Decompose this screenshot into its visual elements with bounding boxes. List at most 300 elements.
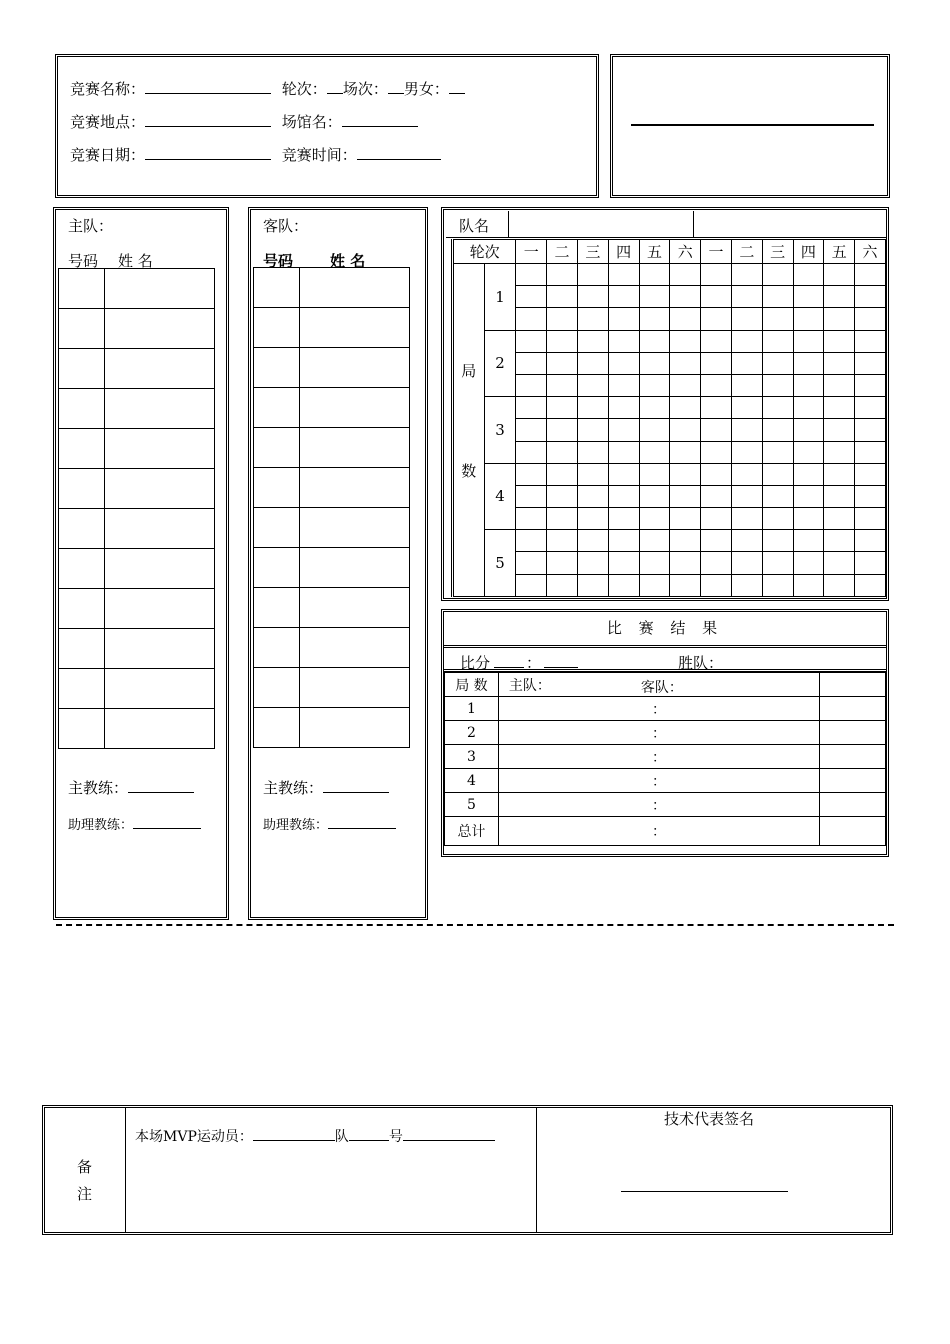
score-cell[interactable] bbox=[701, 574, 732, 596]
competition-name-row bbox=[70, 78, 465, 99]
score-cell[interactable] bbox=[701, 508, 732, 530]
away-player-name-cell[interactable] bbox=[299, 668, 409, 708]
score-cell[interactable] bbox=[516, 441, 547, 463]
score-cell[interactable] bbox=[577, 574, 608, 596]
score-cell[interactable] bbox=[516, 485, 547, 507]
score-cell[interactable] bbox=[824, 374, 855, 396]
away-player-name-cell[interactable] bbox=[299, 428, 409, 468]
score-grid-row bbox=[453, 485, 886, 507]
score-cell[interactable] bbox=[639, 574, 670, 596]
score-cell[interactable] bbox=[639, 530, 670, 552]
score-grid-row bbox=[453, 397, 886, 419]
score-cell[interactable] bbox=[577, 352, 608, 374]
score-cell[interactable] bbox=[731, 264, 762, 286]
score-cell[interactable] bbox=[608, 485, 639, 507]
score-cell[interactable] bbox=[855, 463, 886, 485]
date-field[interactable] bbox=[145, 145, 271, 160]
away-number-cell[interactable] bbox=[254, 348, 300, 388]
score-cell[interactable] bbox=[670, 419, 701, 441]
score-cell[interactable] bbox=[793, 330, 824, 352]
footer-box bbox=[42, 1105, 893, 1235]
away-number-cell[interactable] bbox=[254, 668, 300, 708]
away-number-header: 号码 bbox=[263, 252, 294, 270]
extra-header bbox=[820, 673, 886, 697]
winner-label: 胜队： bbox=[678, 654, 724, 672]
mvp-row bbox=[135, 1126, 495, 1146]
result-row bbox=[445, 697, 886, 721]
round-col-header: 二 bbox=[731, 240, 762, 264]
score-cell[interactable] bbox=[577, 330, 608, 352]
score-cell[interactable] bbox=[547, 441, 578, 463]
score-cell[interactable] bbox=[670, 530, 701, 552]
score-cell[interactable] bbox=[577, 286, 608, 308]
away-player-name-cell[interactable] bbox=[299, 468, 409, 508]
score-cell[interactable] bbox=[855, 374, 886, 396]
score-cell[interactable] bbox=[701, 397, 732, 419]
score-cell[interactable] bbox=[793, 530, 824, 552]
result-set-label: 3 bbox=[445, 745, 499, 769]
score-cell[interactable] bbox=[762, 330, 793, 352]
score-cell[interactable] bbox=[824, 463, 855, 485]
score-cell[interactable] bbox=[547, 530, 578, 552]
score-cell[interactable] bbox=[793, 485, 824, 507]
result-score-cell[interactable] bbox=[498, 697, 819, 721]
score-cell[interactable] bbox=[670, 374, 701, 396]
away-player-name-cell[interactable] bbox=[299, 708, 409, 748]
score-cell[interactable] bbox=[639, 352, 670, 374]
score-cell[interactable] bbox=[731, 286, 762, 308]
score-cell[interactable] bbox=[793, 374, 824, 396]
remarks-label-top: 备 bbox=[77, 1158, 93, 1176]
score-cell[interactable] bbox=[701, 330, 732, 352]
home-number-cell[interactable] bbox=[59, 669, 105, 709]
score-cell[interactable] bbox=[608, 419, 639, 441]
score-cell[interactable] bbox=[855, 574, 886, 596]
home-number-cell[interactable] bbox=[59, 389, 105, 429]
home-score-field[interactable] bbox=[494, 653, 524, 668]
score-cell[interactable] bbox=[577, 374, 608, 396]
away-roster-row bbox=[254, 268, 410, 308]
score-cell[interactable] bbox=[731, 508, 762, 530]
score-cell[interactable] bbox=[855, 286, 886, 308]
score-cell[interactable] bbox=[731, 397, 762, 419]
score-cell[interactable] bbox=[547, 485, 578, 507]
score-cell[interactable] bbox=[855, 530, 886, 552]
score-cell[interactable] bbox=[516, 552, 547, 574]
score-cell[interactable] bbox=[670, 308, 701, 330]
score-cell[interactable] bbox=[547, 264, 578, 286]
tech-signature-line[interactable] bbox=[621, 1191, 788, 1192]
home-number-cell[interactable] bbox=[59, 349, 105, 389]
time-field[interactable] bbox=[357, 145, 441, 160]
score-cell[interactable] bbox=[824, 264, 855, 286]
score-cell[interactable] bbox=[855, 441, 886, 463]
score-cell[interactable] bbox=[731, 485, 762, 507]
score-cell[interactable] bbox=[608, 441, 639, 463]
home-player-name-cell[interactable] bbox=[104, 309, 214, 349]
score-cell[interactable] bbox=[639, 397, 670, 419]
mvp-name-field[interactable] bbox=[253, 1126, 335, 1141]
home-player-name-cell[interactable] bbox=[104, 429, 214, 469]
away-number-cell[interactable] bbox=[254, 508, 300, 548]
round-col-header: 三 bbox=[762, 240, 793, 264]
score-cell[interactable] bbox=[670, 264, 701, 286]
away-number-cell[interactable] bbox=[254, 268, 300, 308]
score-cell[interactable] bbox=[762, 419, 793, 441]
round-col-header: 六 bbox=[855, 240, 886, 264]
score-cell[interactable] bbox=[639, 264, 670, 286]
score-cell[interactable] bbox=[577, 397, 608, 419]
score-cell[interactable] bbox=[824, 330, 855, 352]
result-score-separator: ： bbox=[652, 701, 667, 718]
score-cell[interactable] bbox=[608, 574, 639, 596]
score-cell[interactable] bbox=[547, 419, 578, 441]
score-cell[interactable] bbox=[516, 574, 547, 596]
score-cell[interactable] bbox=[639, 374, 670, 396]
score-cell[interactable] bbox=[762, 441, 793, 463]
score-cell[interactable] bbox=[608, 397, 639, 419]
score-cell[interactable] bbox=[824, 308, 855, 330]
score-cell[interactable] bbox=[824, 397, 855, 419]
home-name-header: 姓 名 bbox=[118, 252, 153, 270]
score-cell[interactable] bbox=[762, 286, 793, 308]
home-player-name-cell[interactable] bbox=[104, 269, 214, 309]
score-cell[interactable] bbox=[731, 374, 762, 396]
score-cell[interactable] bbox=[701, 352, 732, 374]
score-cell[interactable] bbox=[731, 441, 762, 463]
score-cell[interactable] bbox=[608, 530, 639, 552]
score-cell[interactable] bbox=[701, 552, 732, 574]
score-cell[interactable] bbox=[762, 485, 793, 507]
round-field[interactable] bbox=[327, 79, 343, 94]
result-score-cell[interactable] bbox=[498, 745, 819, 769]
home-player-name-cell[interactable] bbox=[104, 349, 214, 389]
score-cell[interactable] bbox=[608, 264, 639, 286]
venue-field[interactable] bbox=[145, 112, 271, 127]
home-player-name-cell[interactable] bbox=[104, 389, 214, 429]
score-cell[interactable] bbox=[793, 308, 824, 330]
sets-label-top: 局 bbox=[461, 362, 477, 380]
score-cell[interactable] bbox=[731, 463, 762, 485]
score-cell[interactable] bbox=[516, 419, 547, 441]
score-cell[interactable] bbox=[547, 352, 578, 374]
home-number-cell[interactable] bbox=[59, 709, 105, 749]
home-coach-field[interactable] bbox=[128, 778, 194, 793]
score-cell[interactable] bbox=[793, 552, 824, 574]
home-number-cell[interactable] bbox=[59, 509, 105, 549]
score-cell[interactable] bbox=[731, 574, 762, 596]
home-player-name-cell[interactable] bbox=[104, 469, 214, 509]
away-number-cell[interactable] bbox=[254, 588, 300, 628]
home-player-name-cell[interactable] bbox=[104, 709, 214, 749]
score-cell[interactable] bbox=[516, 308, 547, 330]
score-cell[interactable] bbox=[793, 397, 824, 419]
score-cell[interactable] bbox=[793, 419, 824, 441]
home-number-cell[interactable] bbox=[59, 269, 105, 309]
score-cell[interactable] bbox=[855, 352, 886, 374]
score-grid-row bbox=[453, 574, 886, 596]
score-cell[interactable] bbox=[639, 441, 670, 463]
score-cell[interactable] bbox=[824, 286, 855, 308]
score-cell[interactable] bbox=[855, 485, 886, 507]
score-cell[interactable] bbox=[516, 264, 547, 286]
score-cell[interactable] bbox=[516, 508, 547, 530]
home-player-name-cell[interactable] bbox=[104, 509, 214, 549]
score-cell[interactable] bbox=[639, 552, 670, 574]
competition-name-label: 竞赛名称： bbox=[70, 80, 146, 98]
score-cell[interactable] bbox=[701, 374, 732, 396]
away-number-cell[interactable] bbox=[254, 628, 300, 668]
score-cell[interactable] bbox=[547, 463, 578, 485]
away-assistant-field[interactable] bbox=[328, 814, 396, 829]
score-cell[interactable] bbox=[670, 508, 701, 530]
score-cell[interactable] bbox=[608, 308, 639, 330]
result-extra-cell[interactable] bbox=[820, 793, 886, 817]
score-cell[interactable] bbox=[762, 463, 793, 485]
score-grid-table bbox=[451, 239, 886, 597]
round-col-header: 四 bbox=[793, 240, 824, 264]
score-cell[interactable] bbox=[762, 552, 793, 574]
score-cell[interactable] bbox=[855, 330, 886, 352]
score-cell[interactable] bbox=[731, 530, 762, 552]
result-score-cell[interactable] bbox=[498, 793, 819, 817]
score-cell[interactable] bbox=[577, 485, 608, 507]
away-score-field[interactable] bbox=[544, 653, 578, 668]
score-cell[interactable] bbox=[824, 419, 855, 441]
score-cell[interactable] bbox=[793, 441, 824, 463]
score-cell[interactable] bbox=[793, 286, 824, 308]
away-roster-row bbox=[254, 668, 410, 708]
score-cell[interactable] bbox=[639, 330, 670, 352]
score-cell[interactable] bbox=[670, 397, 701, 419]
away-assistant-row bbox=[263, 814, 396, 833]
team-name-field[interactable] bbox=[509, 211, 694, 237]
score-cell[interactable] bbox=[608, 352, 639, 374]
score-cell[interactable] bbox=[577, 308, 608, 330]
score-cell[interactable] bbox=[547, 574, 578, 596]
score-cell[interactable] bbox=[608, 374, 639, 396]
score-cell[interactable] bbox=[547, 508, 578, 530]
score-cell[interactable] bbox=[670, 463, 701, 485]
score-cell[interactable] bbox=[639, 419, 670, 441]
score-cell[interactable] bbox=[731, 352, 762, 374]
score-cell[interactable] bbox=[855, 397, 886, 419]
score-cell[interactable] bbox=[639, 508, 670, 530]
score-cell[interactable] bbox=[824, 574, 855, 596]
score-cell[interactable] bbox=[855, 419, 886, 441]
score-cell[interactable] bbox=[577, 264, 608, 286]
title-line[interactable] bbox=[631, 124, 874, 126]
home-number-cell[interactable] bbox=[59, 629, 105, 669]
score-cell[interactable] bbox=[516, 286, 547, 308]
result-title-row bbox=[444, 612, 886, 648]
score-cell[interactable] bbox=[670, 352, 701, 374]
score-cell[interactable] bbox=[824, 508, 855, 530]
arena-field[interactable] bbox=[342, 112, 418, 127]
score-cell[interactable] bbox=[547, 397, 578, 419]
score-cell[interactable] bbox=[701, 308, 732, 330]
away-player-name-cell[interactable] bbox=[299, 348, 409, 388]
score-cell[interactable] bbox=[577, 463, 608, 485]
score-cell[interactable] bbox=[670, 552, 701, 574]
mvp-number-field[interactable] bbox=[403, 1126, 495, 1141]
home-player-name-cell[interactable] bbox=[104, 589, 214, 629]
home-number-cell[interactable] bbox=[59, 309, 105, 349]
away-player-name-cell[interactable] bbox=[299, 268, 409, 308]
score-cell[interactable] bbox=[731, 552, 762, 574]
score-cell[interactable] bbox=[547, 552, 578, 574]
score-cell[interactable] bbox=[639, 463, 670, 485]
score-cell[interactable] bbox=[855, 264, 886, 286]
score-cell[interactable] bbox=[639, 286, 670, 308]
score-cell[interactable] bbox=[762, 374, 793, 396]
away-number-cell[interactable] bbox=[254, 308, 300, 348]
score-cell[interactable] bbox=[516, 330, 547, 352]
score-cell[interactable] bbox=[608, 330, 639, 352]
score-grid-row bbox=[453, 264, 886, 286]
away-number-cell[interactable] bbox=[254, 388, 300, 428]
home-number-cell[interactable] bbox=[59, 549, 105, 589]
home-player-name-cell[interactable] bbox=[104, 549, 214, 589]
result-score-cell[interactable] bbox=[498, 817, 819, 846]
score-cell[interactable] bbox=[855, 552, 886, 574]
score-cell[interactable] bbox=[608, 552, 639, 574]
result-extra-cell[interactable] bbox=[820, 721, 886, 745]
score-cell[interactable] bbox=[701, 530, 732, 552]
score-cell[interactable] bbox=[516, 352, 547, 374]
title-box bbox=[610, 54, 890, 198]
home-roster-table bbox=[58, 268, 215, 749]
score-cell[interactable] bbox=[577, 508, 608, 530]
score-cell[interactable] bbox=[577, 530, 608, 552]
match-field[interactable] bbox=[388, 79, 404, 94]
score-cell[interactable] bbox=[701, 441, 732, 463]
score-cell[interactable] bbox=[762, 530, 793, 552]
score-cell[interactable] bbox=[824, 441, 855, 463]
result-extra-cell[interactable] bbox=[820, 817, 886, 846]
score-cell[interactable] bbox=[516, 463, 547, 485]
away-number-cell[interactable] bbox=[254, 708, 300, 748]
home-player-name-cell[interactable] bbox=[104, 629, 214, 669]
score-grid-row bbox=[453, 441, 886, 463]
away-player-name-cell[interactable] bbox=[299, 628, 409, 668]
remarks-label-bottom: 注 bbox=[77, 1185, 93, 1203]
home-player-name-cell[interactable] bbox=[104, 669, 214, 709]
home-assistant-field[interactable] bbox=[133, 814, 201, 829]
score-cell[interactable] bbox=[670, 574, 701, 596]
mvp-team-field[interactable] bbox=[349, 1126, 389, 1141]
score-cell[interactable] bbox=[762, 508, 793, 530]
score-cell[interactable] bbox=[824, 485, 855, 507]
result-extra-cell[interactable] bbox=[820, 745, 886, 769]
score-cell[interactable] bbox=[793, 508, 824, 530]
score-cell[interactable] bbox=[701, 485, 732, 507]
score-cell[interactable] bbox=[762, 264, 793, 286]
score-cell[interactable] bbox=[547, 330, 578, 352]
arena-label: 场馆名： bbox=[281, 113, 342, 131]
score-cell[interactable] bbox=[670, 485, 701, 507]
result-score-cell[interactable] bbox=[498, 721, 819, 745]
result-extra-cell[interactable] bbox=[820, 697, 886, 721]
score-grid-row bbox=[453, 374, 886, 396]
venue-label: 竞赛地点： bbox=[70, 113, 146, 131]
score-cell[interactable] bbox=[701, 286, 732, 308]
score-cell[interactable] bbox=[608, 286, 639, 308]
score-cell[interactable] bbox=[731, 330, 762, 352]
score-cell[interactable] bbox=[670, 286, 701, 308]
score-cell[interactable] bbox=[547, 286, 578, 308]
result-score-cell[interactable] bbox=[498, 769, 819, 793]
score-cell[interactable] bbox=[547, 308, 578, 330]
score-cell[interactable] bbox=[793, 574, 824, 596]
away-player-name-cell[interactable] bbox=[299, 508, 409, 548]
away-roster-row bbox=[254, 588, 410, 628]
score-cell[interactable] bbox=[793, 463, 824, 485]
score-cell[interactable] bbox=[855, 308, 886, 330]
away-player-name-cell[interactable] bbox=[299, 588, 409, 628]
score-cell[interactable] bbox=[670, 330, 701, 352]
away-number-cell[interactable] bbox=[254, 428, 300, 468]
away-player-name-cell[interactable] bbox=[299, 548, 409, 588]
score-cell[interactable] bbox=[701, 419, 732, 441]
away-assistant-label: 助理教练： bbox=[263, 818, 329, 833]
score-cell[interactable] bbox=[793, 352, 824, 374]
score-cell[interactable] bbox=[762, 574, 793, 596]
score-cell[interactable] bbox=[731, 419, 762, 441]
home-number-cell[interactable] bbox=[59, 469, 105, 509]
score-cell[interactable] bbox=[701, 463, 732, 485]
score-cell[interactable] bbox=[639, 308, 670, 330]
away-player-name-cell[interactable] bbox=[299, 388, 409, 428]
score-cell[interactable] bbox=[577, 419, 608, 441]
competition-name-field[interactable] bbox=[145, 79, 271, 94]
home-number-cell[interactable] bbox=[59, 589, 105, 629]
score-cell[interactable] bbox=[793, 264, 824, 286]
home-number-cell[interactable] bbox=[59, 429, 105, 469]
score-cell[interactable] bbox=[701, 264, 732, 286]
score-cell[interactable] bbox=[855, 508, 886, 530]
score-cell[interactable] bbox=[608, 508, 639, 530]
score-cell[interactable] bbox=[824, 352, 855, 374]
score-cell[interactable] bbox=[762, 397, 793, 419]
away-coach-field[interactable] bbox=[323, 778, 389, 793]
score-cell[interactable] bbox=[762, 352, 793, 374]
result-extra-cell[interactable] bbox=[820, 769, 886, 793]
score-cell[interactable] bbox=[547, 374, 578, 396]
away-roster-table bbox=[253, 267, 410, 748]
mvp-label: 本场MVP运动员： bbox=[135, 1129, 253, 1145]
score-cell[interactable] bbox=[608, 463, 639, 485]
score-cell[interactable] bbox=[824, 530, 855, 552]
gender-field[interactable] bbox=[449, 79, 465, 94]
away-number-cell[interactable] bbox=[254, 468, 300, 508]
score-cell[interactable] bbox=[731, 308, 762, 330]
score-cell[interactable] bbox=[516, 530, 547, 552]
away-number-cell[interactable] bbox=[254, 548, 300, 588]
score-cell[interactable] bbox=[516, 374, 547, 396]
away-name-header: 姓 名 bbox=[330, 252, 366, 270]
score-cell[interactable] bbox=[639, 485, 670, 507]
score-cell[interactable] bbox=[577, 552, 608, 574]
score-cell[interactable] bbox=[516, 397, 547, 419]
result-score-separator: ： bbox=[652, 773, 667, 790]
score-cell[interactable] bbox=[824, 552, 855, 574]
match-label: 场次： bbox=[342, 80, 388, 98]
score-cell[interactable] bbox=[670, 441, 701, 463]
score-cell[interactable] bbox=[762, 308, 793, 330]
score-cell[interactable] bbox=[577, 441, 608, 463]
away-player-name-cell[interactable] bbox=[299, 308, 409, 348]
